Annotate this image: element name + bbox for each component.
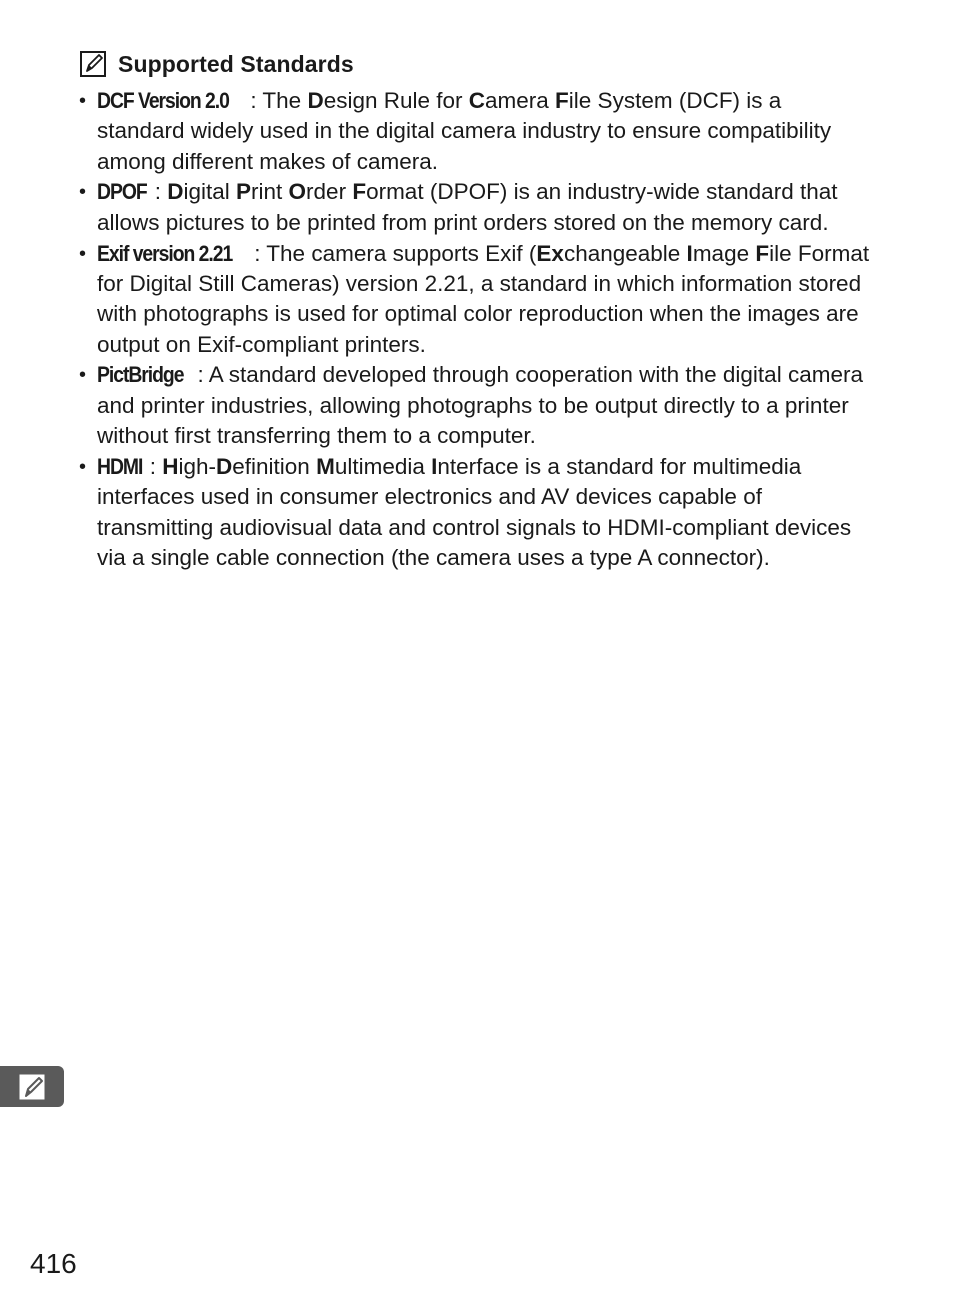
standard-description — [97, 454, 851, 570]
note-title: Supported Standards — [118, 50, 354, 77]
description-text: : A standard developed through cooperation with the digital camera and printer industries, allowing photographs to be output directly to a printer without first transferring them to a computer. — [97, 362, 863, 449]
standard-term: Exif version 2.21 — [97, 240, 233, 266]
notes-section-icon — [17, 1072, 47, 1102]
acronym-letter: I — [431, 453, 438, 479]
description-text: esign Rule for — [323, 88, 469, 113]
description-text: nterface is a standard for multimedia interfaces used in consumer electronics and AV devices capable of transmitting audiovisual data and control signals to HDMI-compliant devices via a single cable connection (the camera uses a type A connector). — [97, 453, 852, 570]
standard-item: • PictBridge : A standard developed through cooperation with the digital camera and printer industries, allowing photographs to be output directly to a printer without first transferring them to a computer. — [79, 362, 863, 449]
standard-description — [97, 179, 838, 234]
description-text: igh- — [178, 453, 216, 479]
acronym-letter: D — [307, 88, 324, 113]
note-header — [80, 48, 870, 80]
acronym-letter: C — [468, 88, 486, 113]
description-text: mage — [692, 240, 756, 266]
acronym-letter: Ex — [536, 240, 564, 266]
acronym-letter: M — [316, 453, 335, 479]
acronym-letter: D — [167, 179, 184, 205]
description-text: amera — [485, 88, 556, 113]
description-text: : — [149, 453, 163, 479]
standard-term: HDMI — [97, 453, 143, 479]
standard-term: PictBridge — [97, 362, 184, 388]
acronym-letter: P — [236, 179, 252, 205]
standard-item: • DPOF : Digital Print Order Format (DPOF) is an industry-wide standard that allows pictures to be printed from print orders stored on the memory card. — [79, 179, 838, 235]
standard-item: • HDMI : High-Definition Multimedia Interface is a standard for multimedia interfaces used in consumer electronics and AV devices capable of transmitting audiovisual data and control signals to HDMI-compliant devices via a single cable connection (the camera uses a type A connector). — [79, 453, 852, 570]
description-text: efinition — [232, 453, 317, 479]
description-text: ile System (DCF) is a standard widely used in the digital camera industry to ensure compatibility among different makes of camera. — [97, 88, 832, 174]
acronym-letter: H — [162, 453, 179, 479]
acronym-letter: D — [216, 453, 233, 479]
description-text: ile Format for Digital Still Cameras) version 2.21, a standard in which information stored with photographs is used for optimal color reproduction when the images are output on Exif-compliant printers. — [97, 240, 870, 357]
acronym-letter: F — [555, 88, 569, 113]
description-text: rint — [251, 179, 289, 205]
acronym-letter: O — [288, 179, 307, 205]
acronym-letter: F — [755, 240, 770, 266]
standard-description — [97, 362, 863, 448]
standard-item: • DCF Version 2.0 : The Design Rule for Camera File System (DCF) is a standard widely used in the digital camera industry to ensure compatibility among different makes of camera. — [79, 88, 832, 174]
description-text: rder — [306, 179, 353, 205]
standard-term: DCF Version 2.0 — [97, 88, 229, 113]
side-section-tab[interactable] — [0, 1066, 64, 1107]
description-text: changeable — [563, 240, 687, 266]
standard-term: DPOF — [97, 179, 147, 205]
note-box — [80, 48, 870, 574]
description-text: ormat (DPOF) is an industry-wide standard that allows pictures to be printed from print orders stored on the memory card. — [97, 179, 838, 235]
description-text: igital — [183, 179, 236, 205]
acronym-letter: I — [686, 240, 693, 266]
description-text: ultimedia — [334, 453, 432, 479]
description-text: : The — [250, 88, 308, 113]
standard-item: • Exif version 2.21 : The camera supports Exif (Exchangeable Image File Format for Digital Still Cameras) version 2.21, a standard in which information stored with photographs is used for optimal color reproduction when the images are output on Exif-compliant printers. — [79, 240, 870, 357]
acronym-letter: F — [352, 179, 367, 205]
standards-list — [80, 86, 870, 573]
page-number: 416 — [30, 1248, 77, 1279]
pencil-note-icon — [80, 51, 106, 77]
description-text: : — [154, 179, 168, 205]
description-text: : The camera supports Exif ( — [254, 240, 537, 266]
